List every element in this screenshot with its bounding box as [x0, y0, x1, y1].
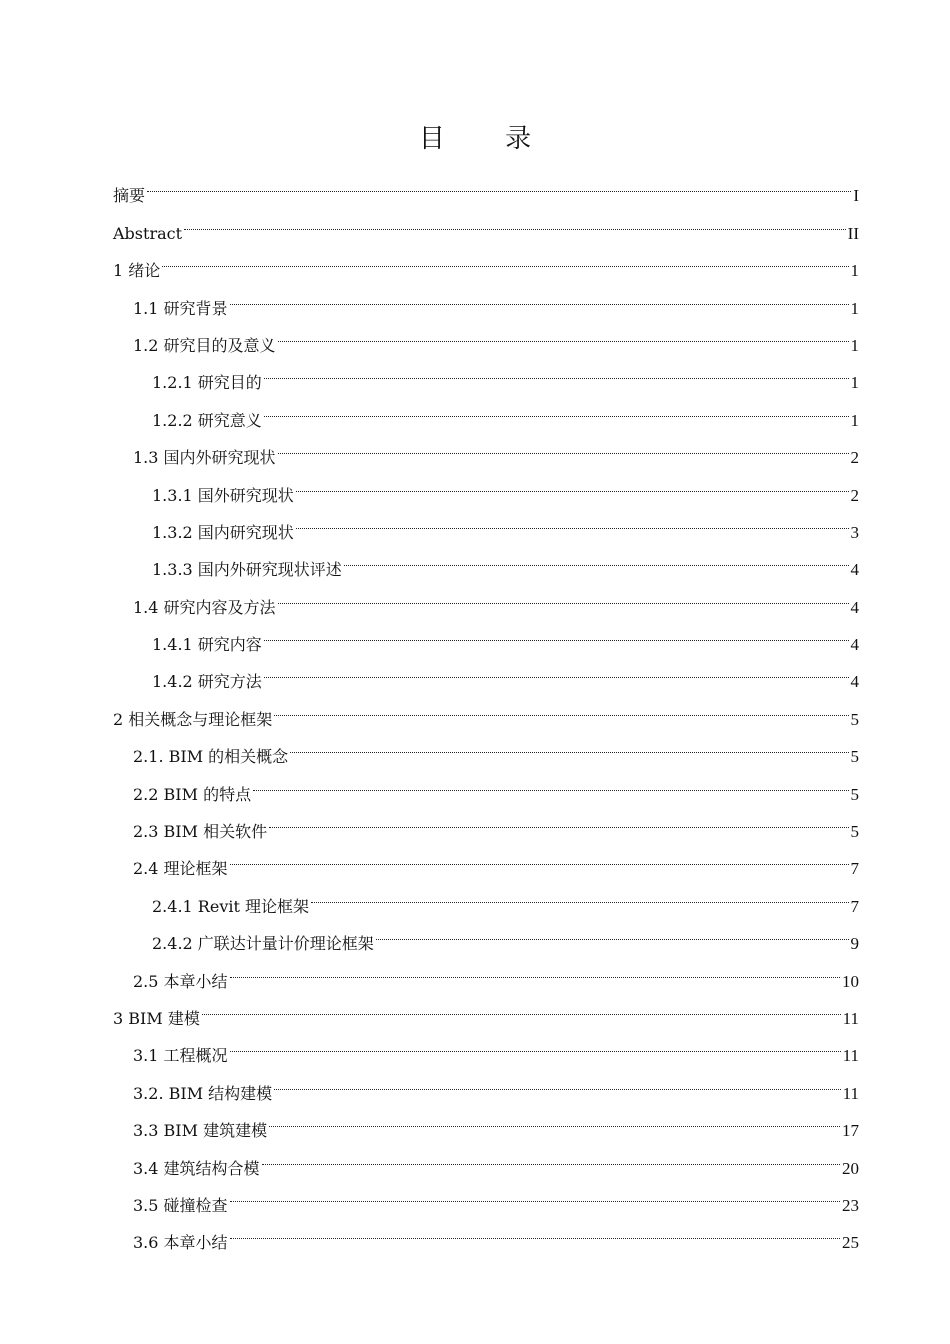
dot-leader: [290, 725, 848, 762]
toc-entry-page-number: 5: [850, 747, 859, 767]
dot-leader: [269, 1099, 840, 1136]
toc-entry-label: 1.4 研究内容及方法: [133, 597, 276, 617]
toc-entry-page-number: II: [847, 223, 859, 243]
dot-leader: [274, 1061, 840, 1098]
toc-entry-label: 2.5 本章小结: [133, 971, 228, 991]
toc-entry[interactable]: [113, 239, 859, 281]
toc-entry-page-number: 23: [842, 1195, 859, 1215]
dot-leader: [230, 276, 849, 313]
toc-entry[interactable]: [113, 164, 859, 206]
dot-leader: [264, 613, 849, 650]
toc-entry-page-number: 4: [850, 597, 859, 617]
toc-entry-page-number: 4: [850, 672, 859, 692]
toc-entry-label: 1.4.1 研究内容: [152, 635, 262, 655]
dot-leader: [264, 650, 849, 687]
toc-entry-page-number: 1: [850, 410, 859, 430]
toc-entry-page-number: 10: [842, 971, 859, 991]
toc-entry-page-number: 5: [850, 784, 859, 804]
toc-entry-label: 2.3 BIM 相关软件: [133, 822, 268, 842]
dot-leader: [264, 351, 849, 388]
toc-entry-page-number: 17: [842, 1121, 859, 1141]
dot-leader: [202, 987, 841, 1024]
toc-entry-label: 2.4.2 广联达计量计价理论框架: [152, 934, 374, 954]
dot-leader: [311, 874, 849, 911]
toc-entry-page-number: 11: [842, 1008, 859, 1028]
toc-entry-label: 1.2.1 研究目的: [152, 373, 262, 393]
toc-entry-page-number: I: [853, 186, 859, 206]
dot-leader: [278, 426, 849, 463]
toc-entry-page-number: 1: [850, 298, 859, 318]
dot-leader: [230, 1174, 840, 1211]
toc-entry-label: 1.4.2 研究方法: [152, 672, 262, 692]
toc-entry-label: 2.2 BIM 的特点: [133, 784, 252, 804]
toc-entry-label: 1 绪论: [113, 261, 161, 281]
toc-entry-label: 3.6 本章小结: [133, 1233, 228, 1253]
dot-leader: [344, 538, 849, 575]
dot-leader: [262, 1136, 840, 1173]
toc-entry-label: 2.4.1 Revit 理论框架: [152, 896, 309, 916]
toc-entry[interactable]: [113, 1024, 859, 1066]
toc-entry-label: 2.4 理论框架: [133, 859, 228, 879]
dot-leader: [296, 463, 849, 500]
dot-leader: [278, 314, 849, 351]
toc-entry-page-number: 5: [850, 709, 859, 729]
toc-entry-page-number: 4: [850, 560, 859, 580]
toc-entry-page-number: 20: [842, 1158, 859, 1178]
toc-entry-label: 1.3.1 国外研究现状: [152, 485, 294, 505]
toc-entry-page-number: 11: [842, 1046, 859, 1066]
dot-leader: [230, 837, 849, 874]
toc-entry-label: 1.3.2 国内研究现状: [152, 522, 294, 542]
toc-entry-label: 1.1 研究背景: [133, 298, 228, 318]
dot-leader: [269, 800, 848, 837]
toc-entry-page-number: 3: [850, 522, 859, 542]
dot-leader: [253, 762, 848, 799]
table-of-contents: [113, 164, 859, 1253]
toc-entry-label: 2.1. BIM 的相关概念: [133, 747, 289, 767]
dot-leader: [278, 575, 849, 612]
dot-leader: [147, 164, 851, 201]
toc-entry-page-number: 25: [842, 1233, 859, 1253]
toc-entry-page-number: 9: [850, 934, 859, 954]
toc-entry-page-number: 1: [850, 373, 859, 393]
toc-entry-label: 3.3 BIM 建筑建模: [133, 1121, 268, 1141]
dot-leader: [296, 501, 849, 538]
toc-entry-label: 2 相关概念与理论框架: [113, 709, 273, 729]
dot-leader: [230, 1211, 840, 1248]
toc-entry-label: 1.2.2 研究意义: [152, 410, 262, 430]
toc-entry-page-number: 11: [842, 1083, 859, 1103]
toc-entry-label: 3.4 建筑结构合模: [133, 1158, 260, 1178]
toc-entry-page-number: 7: [850, 859, 859, 879]
toc-entry-page-number: 2: [850, 485, 859, 505]
toc-entry-label: 3.1 工程概况: [133, 1046, 228, 1066]
dot-leader: [230, 949, 840, 986]
toc-entry-label: Abstract: [113, 223, 183, 243]
toc-entry-page-number: 1: [850, 335, 859, 355]
dot-leader: [162, 239, 848, 276]
toc-entry-label: 1.2 研究目的及意义: [133, 335, 276, 355]
toc-entry[interactable]: [113, 987, 859, 1028]
toc-title: 目 录: [418, 124, 558, 154]
toc-entry-page-number: 4: [850, 635, 859, 655]
toc-entry-page-number: 1: [850, 261, 859, 281]
dot-leader: [230, 1024, 841, 1061]
toc-entry[interactable]: [113, 276, 859, 318]
dot-leader: [274, 687, 848, 724]
toc-entry-page-number: 5: [850, 822, 859, 842]
dot-leader: [376, 912, 849, 949]
toc-entry-page-number: 7: [850, 896, 859, 916]
toc-entry-label: 3.2. BIM 结构建模: [133, 1083, 273, 1103]
toc-entry-label: 1.3.3 国内外研究现状评述: [152, 560, 342, 580]
toc-entry-label: 摘要: [113, 186, 146, 206]
dot-leader: [184, 201, 846, 238]
toc-entry-label: 1.3 国内外研究现状: [133, 448, 276, 468]
toc-entry-label: 3 BIM 建模: [113, 1008, 200, 1028]
toc-entry-page-number: 2: [850, 448, 859, 468]
toc-entry-label: 3.5 碰撞检查: [133, 1195, 228, 1215]
toc-entry[interactable]: [113, 201, 859, 243]
dot-leader: [264, 388, 849, 425]
